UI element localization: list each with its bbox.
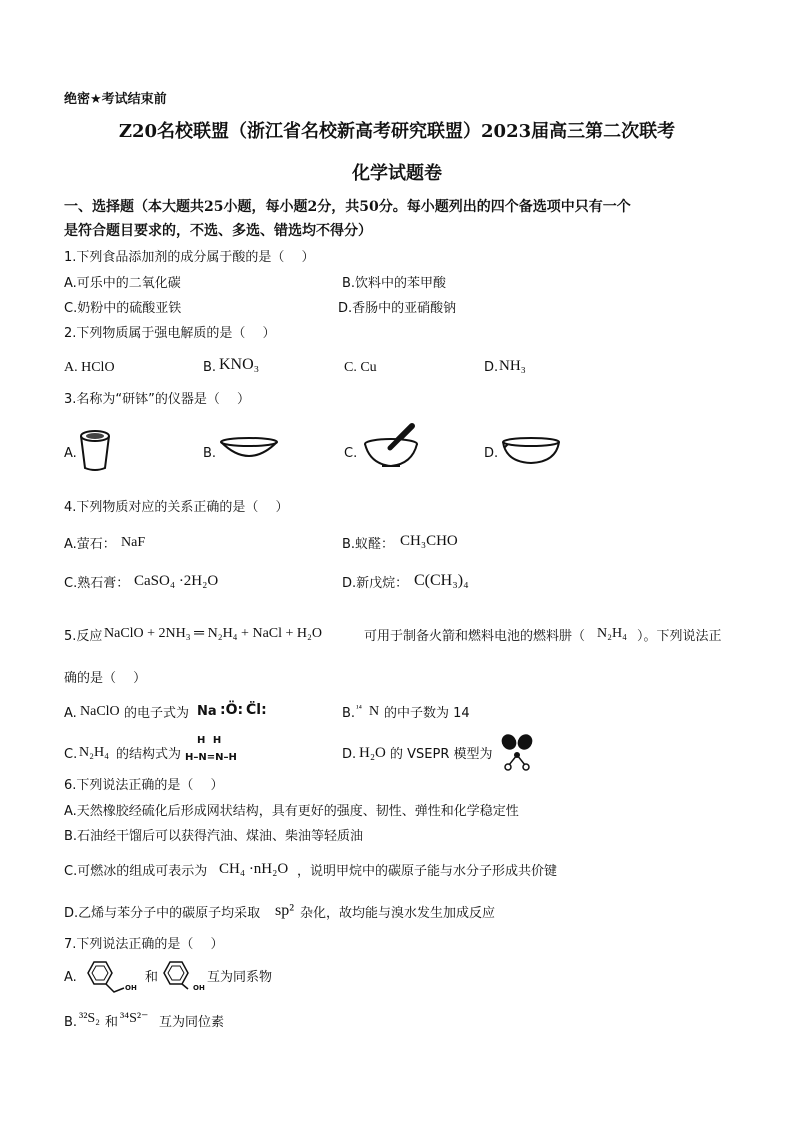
q7-option-b-s: ³⁴S²⁻	[120, 1011, 149, 1026]
q4-option-c-formula: CaSO₄ ·2H₂O	[134, 573, 219, 589]
exam-title: Z20名校联盟（浙江省名校新高考研究联盟）2023届高三第二次联考	[118, 121, 676, 142]
q5-option-a-formula: NaClO	[80, 704, 120, 719]
q5-prefix: 5.反应	[64, 629, 103, 644]
q5-option-c-structure-top: H H	[197, 735, 224, 746]
q2-stem: 2.下列物质属于强电解质的是（ ）	[64, 326, 276, 341]
q5-suffix-b: ）。下列说法正	[637, 629, 722, 644]
q7-option-b-label: B.	[64, 1015, 78, 1030]
q5-option-d-formula: H₂O	[359, 745, 386, 761]
q5-option-c-text: 的结构式为	[116, 747, 182, 762]
q4-option-a-label: A.萤石：	[64, 537, 116, 552]
section-instructions-line2: 是符合题目要求的，不选、多选、错选均不得分）	[64, 223, 372, 239]
q4-option-b-formula: CH₃CHO	[400, 533, 458, 549]
q7-stem: 7.下列说法正确的是（ ）	[64, 937, 224, 952]
q5-option-b-text: 的中子数为 14	[384, 706, 470, 721]
q1-option-a: A.可乐中的二氧化碳	[64, 276, 181, 291]
q1-stem: 1.下列食品添加剂的成分属于酸的是（ ）	[64, 250, 315, 265]
q6-option-b: B.石油经干馏后可以获得汽油、煤油、柴油等轻质油	[64, 829, 364, 844]
q5-option-d-label: D.	[342, 747, 357, 762]
crucible-cup-icon	[78, 428, 112, 472]
q4-option-b-label: B.蚁醛：	[342, 537, 395, 552]
q2-option-d-label: D.	[484, 360, 499, 375]
q2-option-c: C. Cu	[344, 360, 377, 375]
q3-option-b-label: B.	[203, 446, 217, 461]
q4-stem: 4.下列物质对应的关系正确的是（ ）	[64, 500, 289, 515]
q7-option-b-s2: ³²S₂	[79, 1011, 101, 1026]
q5-reaction: NaClO + 2NH₃ ═ N₂H₄ + NaCl + H₂O	[104, 626, 323, 641]
q2-option-a: A. HClO	[64, 360, 115, 375]
q7-option-b-and: 和	[105, 1015, 119, 1030]
q4-option-d-label: D.新戊烷：	[342, 576, 409, 591]
q5-stem-line2: 确的是（ ）	[64, 671, 147, 686]
q3-option-a-label: A.	[64, 446, 77, 461]
q5-option-a-na: Na	[197, 704, 217, 719]
q1-option-b: B.饮料中的苯甲酸	[342, 276, 447, 291]
q7-option-b-post: 互为同位素	[159, 1015, 225, 1030]
q5-option-a-label: A.	[64, 706, 77, 721]
q5-option-c-formula: N₂H₄	[79, 745, 109, 760]
exam-subtitle: 化学试题卷	[352, 163, 442, 184]
q5-option-c-structure-bottom: H–N=N–H	[185, 752, 237, 763]
q7-option-a-and: 和	[145, 970, 159, 985]
q5-option-a-chlorine: C̈l:	[246, 702, 267, 718]
q5-option-a-text: 的电子式为	[124, 706, 190, 721]
q5-option-b-isotope: ¹⁴	[356, 703, 362, 713]
section-instructions-line1: 一、选择题（本大题共25小题，每小题2分，共50分。每小题列出的四个备选项中只有一个	[64, 199, 631, 215]
mortar-and-pestle-icon	[360, 420, 422, 470]
q3-option-d-label: D.	[484, 446, 499, 461]
spouted-dish-icon	[500, 434, 562, 466]
q2-option-b-label: B.	[203, 360, 217, 375]
q5-option-b-label: B.	[342, 706, 356, 721]
q5-suffix-a: 可用于制备火箭和燃料电池的燃料肼（	[364, 629, 586, 644]
q1-option-d: D.香肠中的亚硝酸钠	[338, 301, 457, 316]
vsepr-model-icon	[500, 732, 534, 772]
q5-suffix-formula: N₂H₄	[597, 626, 627, 641]
q7-option-a-label: A.	[64, 970, 77, 985]
q6-option-d-pre: D.乙烯与苯分子中的碳原子均采取	[64, 906, 261, 921]
q4-option-a-formula: NaF	[121, 535, 146, 550]
evaporating-dish-icon	[218, 436, 280, 464]
q4-option-d-formula: C(CH₃)₄	[414, 572, 469, 589]
q6-option-c-pre: C.可燃冰的组成可表示为	[64, 864, 208, 879]
q1-option-c: C.奶粉中的硫酸亚铁	[64, 301, 182, 316]
q4-option-c-label: C.熟石膏：	[64, 576, 130, 591]
q6-option-d-formula: sp²	[275, 902, 295, 919]
q5-option-b-n: N	[369, 704, 380, 719]
q7-option-a-oh2: OH	[193, 984, 205, 992]
q3-stem: 3.名称为“研钵”的仪器是（ ）	[64, 392, 251, 407]
q3-option-c-label: C.	[344, 446, 358, 461]
q5-option-a-oxygen: :Ö:	[220, 702, 244, 718]
q7-option-a-post: 互为同系物	[207, 970, 273, 985]
q6-option-c-formula: CH₄ ·nH₂O	[219, 861, 289, 877]
q7-option-a-oh1: OH	[125, 984, 137, 992]
q5-option-d-text: 的 VSEPR 模型为	[390, 747, 493, 762]
q6-option-c-post: ，说明甲烷中的碳原子能与水分子形成共价键	[297, 864, 558, 879]
q2-option-b-formula: KNO₃	[219, 356, 260, 373]
secret-label: 绝密★考试结束前	[64, 92, 167, 107]
q2-option-d-formula: NH₃	[499, 358, 526, 374]
q6-option-d-post: 杂化，故均能与溴水发生加成反应	[300, 906, 496, 921]
q5-option-c-label: C.	[64, 747, 78, 762]
q6-option-a: A.天然橡胶经硫化后形成网状结构，具有更好的强度、韧性、弹性和化学稳定性	[64, 804, 519, 819]
q6-stem: 6.下列说法正确的是（ ）	[64, 778, 224, 793]
